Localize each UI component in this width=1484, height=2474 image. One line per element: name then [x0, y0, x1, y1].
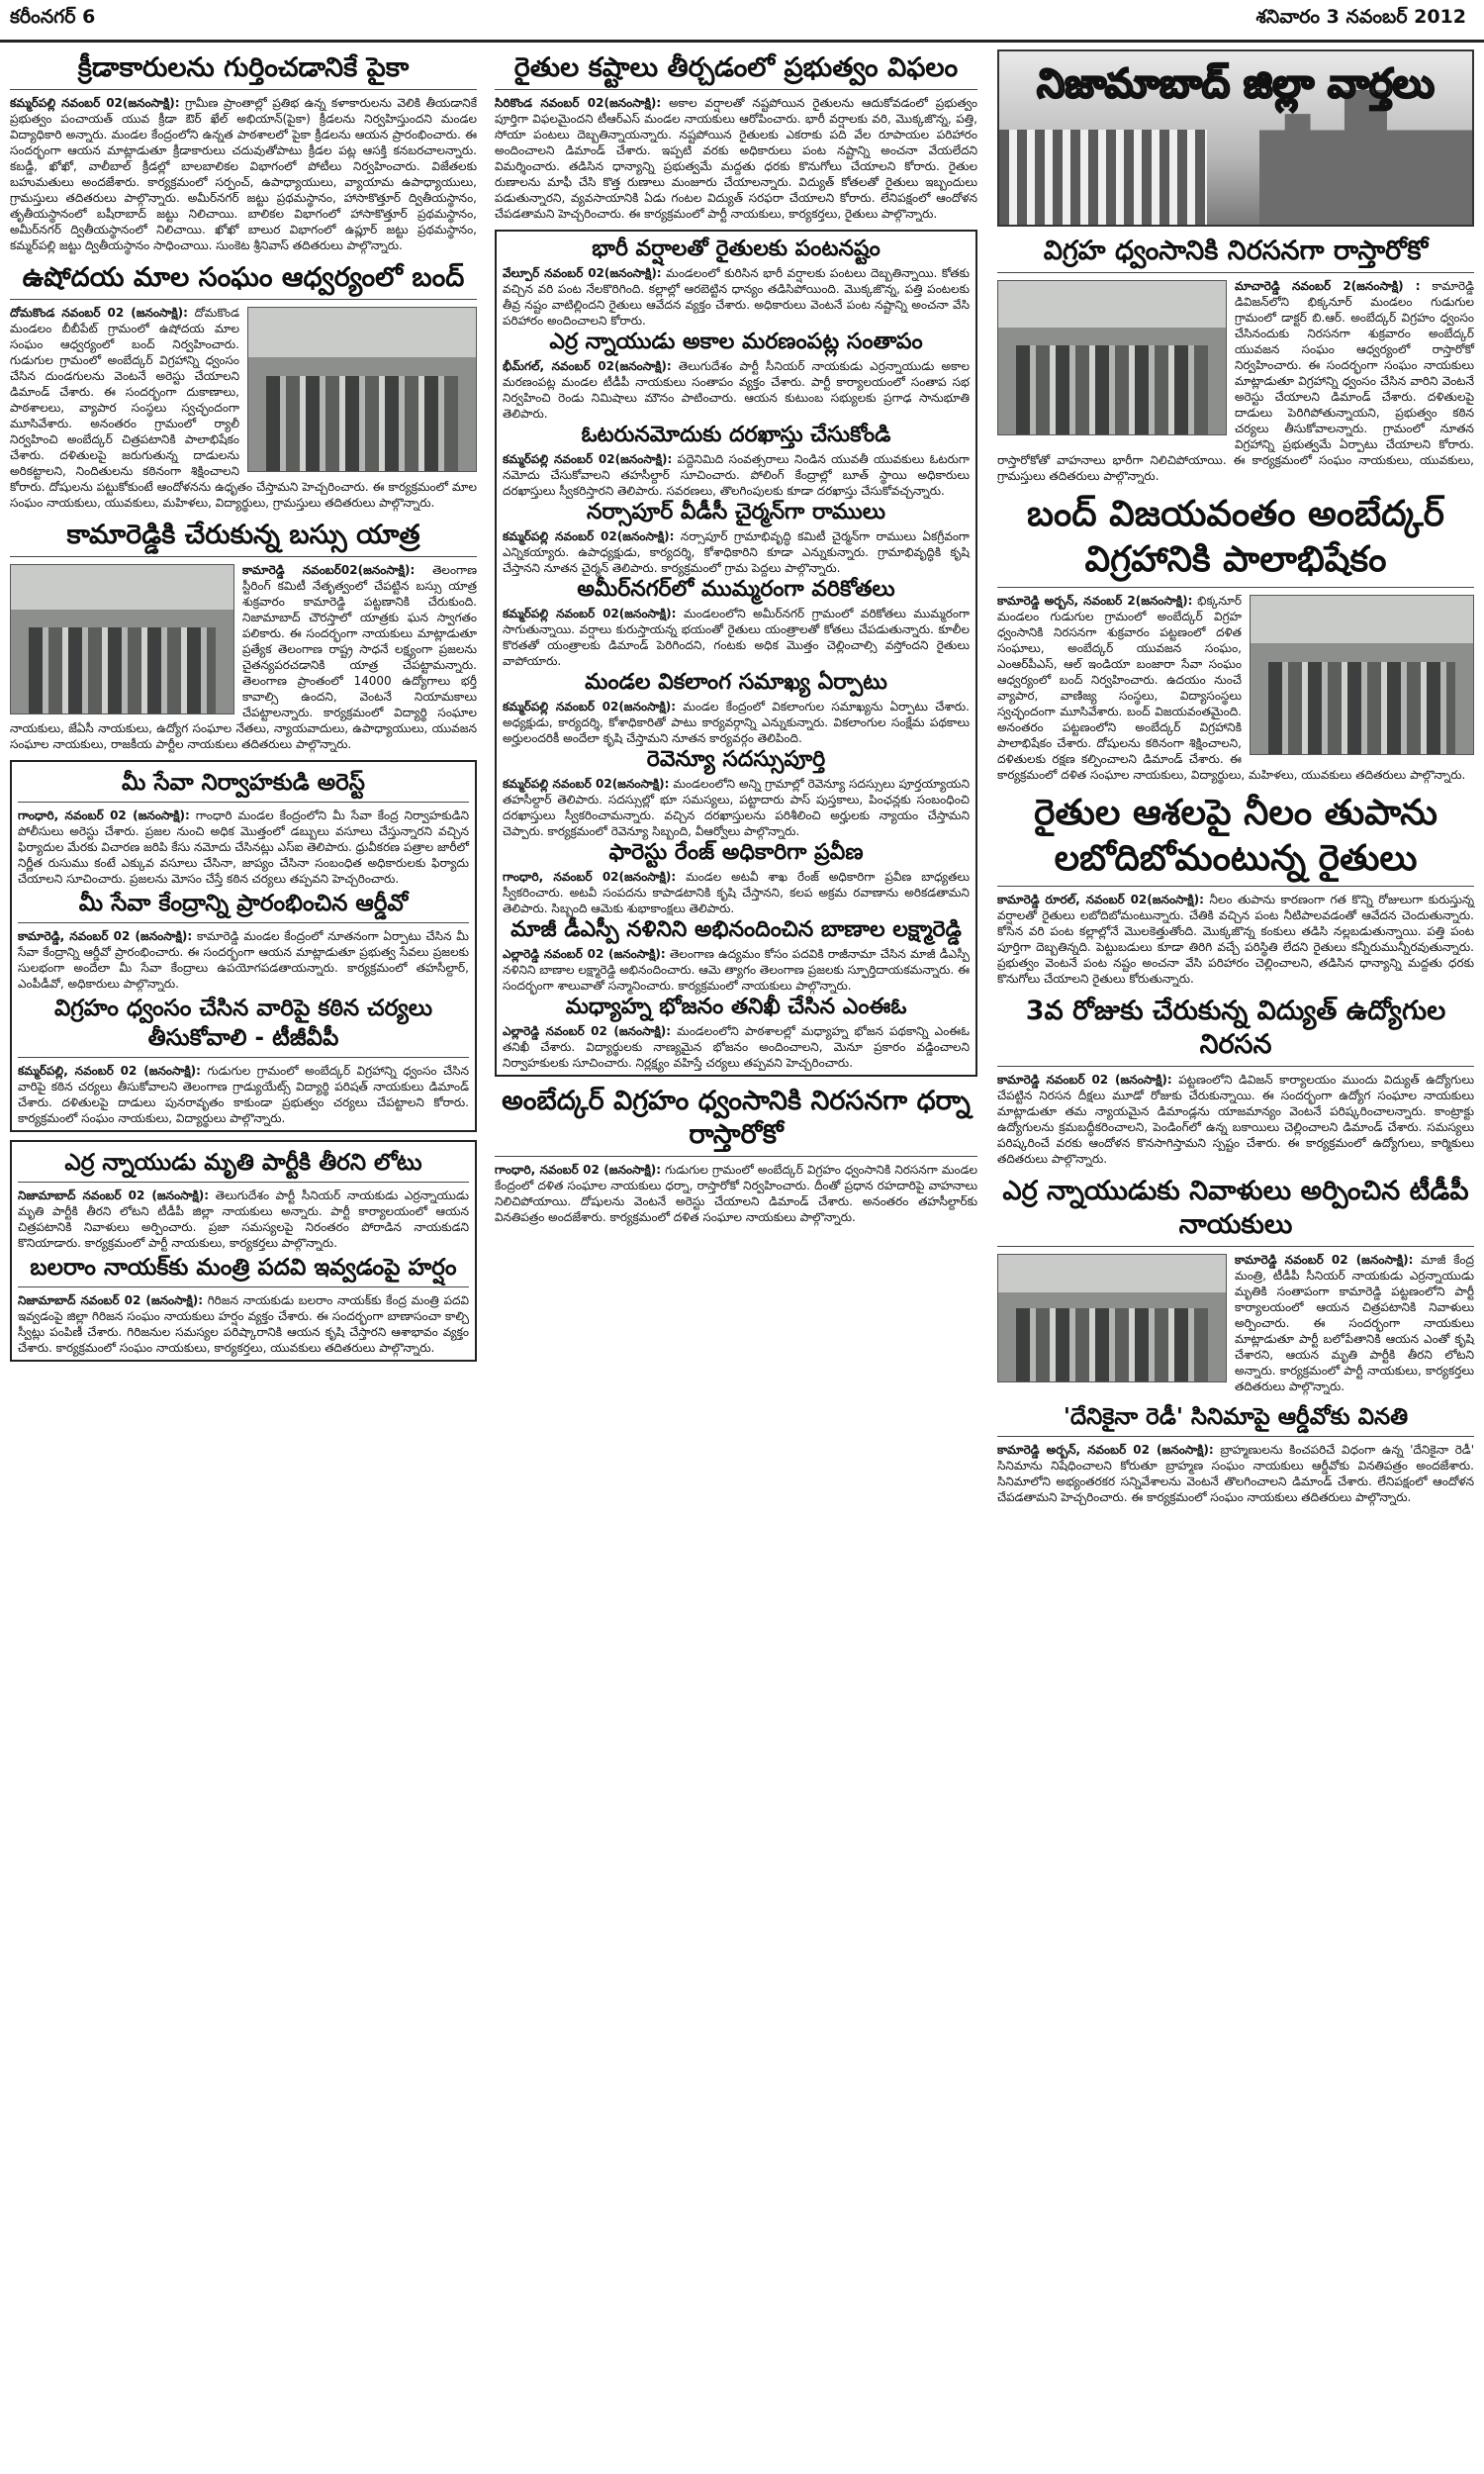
- headline: ఉషోదయ మాల సంఘం ఆధ్వర్యంలో బంద్: [10, 261, 477, 300]
- article: [997, 235, 1474, 484]
- dateline: గాంధారి, నవంబర్ 02 (జనంసాక్షి):: [495, 1163, 661, 1177]
- headline: ఓటరునమోదుకు దరఖాస్తు చేసుకోండి: [581, 423, 891, 447]
- article-body: [503, 1023, 970, 1071]
- dam-illustration: [999, 130, 1207, 225]
- article-body: [18, 1188, 469, 1251]
- dateline: కామారెడ్డి అర్బన్, నవంబర్ 2(జనంసాక్షి):: [997, 594, 1193, 608]
- headline: బలరాం నాయక్‌కు మంత్రి పదవి ఇవ్వడంపై హర్షం: [18, 1253, 469, 1287]
- article-body: [503, 265, 970, 329]
- column-left: [10, 49, 477, 1370]
- dateline: దోమకొండ నవంబర్ 02 (జనంసాక్షి):: [10, 306, 188, 320]
- article: [10, 261, 477, 511]
- news-photo: [247, 307, 477, 472]
- article-text: గిరిజన నాయకుడు బలరాం నాయక్‌కు కేంద్ర మంత్రి పదవి ఇవ్వడంపై జిల్లా గిరిజన సంఘం నాయకులు హర్షం వ్యక్తం చేశారు. ఈ సందర్భంగా బాణాసంచా కాల్చి స్వీట్లు పంపిణీ చేశారు. గిరిజనుల సమస్యల పరిష్కారానికి ఆయన కృషి చేస్తారని ఆశాభావం వ్యక్తం చేశారు. కార్యక్రమంలో సంఘం నాయకులు, కార్యకర్తలు, యువకులు తదితరులు పాల్గొన్నారు.: [18, 1293, 469, 1355]
- article-text: కామారెడ్డి మండల కేంద్రంలో నూతనంగా ఏర్పాటు చేసిన మీ సేవా కేంద్రాన్ని ఆర్డీవో ప్రారంభించారు. ఈ సందర్భంగా ఆయన మాట్లాడుతూ ప్రభుత్వ సేవలు ప్రజలకు సులభంగా అందేలా మీ సేవా కేంద్రాలు ఉపయోగపడతాయన్నారు. కార్యక్రమంలో తహసీల్దార్, ఎంపీడీవో, అధికారులు పాల్గొన్నారు.: [18, 929, 469, 991]
- dateline: వేల్పూర్ నవంబర్ 02(జనంసాక్షి):: [503, 266, 662, 280]
- article: [997, 492, 1474, 783]
- dateline: గాంధారి, నవంబర్ 02(జనంసాక్షి):: [503, 870, 677, 884]
- article-text: భిక్కనూర్ మండలం గుడుగుల గ్రామంలో అంబేద్కర్ విగ్రహ ధ్వంసానికి నిరసనగా శుక్రవారం పట్టణంలో దళిత సంఘాలు, అంబేద్కర్ యువజన సంఘం, ఎంఆర్‌పీఎస్, ఆల్ ఇండియా బంజారా సేవా సంఘం ఆధ్వర్యంలో బంద్ నిర్వహించారు. ఉదయం నుంచే వ్యాపార, వాణిజ్య సంస్థలు, విద్యాసంస్థలు స్వచ్ఛందంగా మూసివేశారు. బంద్ విజయవంతమైంది. అనంతరం పట్టణంలోని అంబేద్కర్ విగ్రహానికి పాలాభిషేకం చేశారు. దోషులను కఠినంగా శిక్షించాలని, దళితులకు రక్షణ కల్పించాలని డిమాండ్ చేశారు. ఈ కార్యక్రమంలో దళిత సంఘాల నాయకులు, విద్యార్థులు, మహిళలు, యువకులు తదితరులు పాల్గొన్నారు.: [997, 594, 1466, 782]
- column-right: [997, 49, 1474, 1513]
- article-text: నీలం తుపాను కారణంగా గత కొన్ని రోజులుగా కురుస్తున్న వర్షాలతో రైతులు లబోదిబోమంటున్నారు. చేతికి వచ్చిన పంట నీటిపాలవడంతో ఆవేదన చెందుతున్నారు. కోసిన వరి పంట కల్లాల్లోనే మొలకెత్తుతోంది. మొక్కజొన్న కంకులు తడిసి నల్లబడుతున్నాయి. పత్తి పంట పూర్తిగా దెబ్బతిన్నది. పెట్టుబడులు కూడా తిరిగి వచ్చే పరిస్థితి లేదని రైతులు కన్నీరుమున్నీరవుతున్నారు. ప్రభుత్వం వెంటనే పంట నష్టం అంచనా వేసి పరిహారం చెల్లించాలని, తడిసిన ధాన్యాన్ని మద్దతు ధరకు కొనుగోలు చేయాలని రైతులు కోరుతున్నారు.: [997, 893, 1474, 986]
- article-body: [503, 699, 970, 746]
- dateline: భీమ్‌గల్, నవంబర్ 02(జనంసాక్షి):: [503, 359, 672, 373]
- article-body: [997, 1072, 1474, 1167]
- dateline: సిరికొండ నవంబర్ 02(జనంసాక్షి):: [495, 96, 662, 110]
- dateline: కామారెడ్డి అర్బన్, నవంబర్ 02 (జనంసాక్షి):: [997, 1443, 1214, 1457]
- headline: భారీ వర్షాలతో రైతులకు పంటనష్టం: [592, 237, 881, 261]
- issue-date: శనివారం 3 నవంబర్ 2012: [1255, 6, 1466, 28]
- headline: ఎర్ర న్నాయుడు అకాల మరణంపట్ల సంతాపం: [549, 330, 923, 354]
- page-label: కరీంనగర్ 6: [10, 6, 96, 28]
- headline: ఫారెస్టు రేంజ్ అధికారిగా ప్రవీణ: [608, 840, 864, 865]
- article-text: పట్టణంలోని డివిజన్ కార్యాలయం ముందు విద్యుత్ ఉద్యోగులు చేపట్టిన నిరసన దీక్షలు మూడో రోజుకు చేరుకున్నాయి. ఈ సందర్భంగా ఉద్యోగ సంఘాల నాయకులు మాట్లాడుతూ తమ న్యాయమైన డిమాండ్లను యాజమాన్యం వెంటనే పరిష్కరించాలన్నారు. కాంట్రాక్టు ఉద్యోగులను క్రమబద్ధీకరించాలని, పెండింగ్‌లో ఉన్న బకాయిలు చెల్లించాలని డిమాండ్ చేశారు. సమస్యలు పరిష్కరించే వరకు ఆందోళన కొనసాగిస్తామని స్పష్టం చేశారు. ఈ కార్యక్రమంలో ఉద్యోగులు, కార్మికులు తదితరులు పాల్గొన్నారు.: [997, 1073, 1474, 1166]
- article-body: [997, 1442, 1474, 1505]
- article: [495, 1085, 977, 1225]
- article: [10, 519, 477, 752]
- page-header: [0, 0, 1484, 43]
- article-text: మండలంలోని పాఠశాలల్లో మధ్యాహ్న భోజన పథకాన్ని ఎంఈఓ తనిఖీ చేశారు. విద్యార్థులకు నాణ్యమైన భోజనం అందించాలని, మెనూ ప్రకారం వడ్డించాలని నిర్వాహకులకు సూచించారు. నిర్లక్ష్యం వహిస్తే చర్యలు తప్పవని హెచ్చరించారు.: [503, 1024, 970, 1070]
- dateline: కమ్మర్‌పల్లి నవంబర్ 02(జనంసాక్షి):: [10, 96, 180, 110]
- dateline: ఎల్లారెడ్డి నవంబర్ 02 (జనంసాక్షి):: [503, 1024, 672, 1038]
- headline: ఎర్ర న్నాయుడుకు నివాళులు అర్పించిన టీడీపీ నాయకులు: [997, 1175, 1474, 1247]
- dateline: కమ్మర్‌పల్లి నవంబర్ 02(జనంసాక్షి):: [503, 700, 676, 714]
- headline: మాజీ డీఎస్పీ నళినిని అభినందించిన బాణాల లక్ష్మారెడ్డి: [510, 917, 962, 942]
- article-body: [997, 892, 1474, 987]
- dateline: కామారెడ్డి నవంబర్02(జనంసాక్షి):: [242, 563, 416, 577]
- article-text: గుడుగుల గ్రామంలో అంబేద్కర్ విగ్రహాన్ని ధ్వంసం చేసిన వారిపై కఠిన చర్యలు తీసుకోవాలని తెలంగాణ గ్రాడ్యుయేట్స్ విద్యార్థి పరిషత్ నాయకులు డిమాండ్ చేశారు. దళితులపై దాడులు పునరావృతం కాకుండా ప్రభుత్వం చర్యలు చేపట్టాలని కోరారు. కార్యక్రమంలో సంఘం నాయకులు, విద్యార్థులు పాల్గొన్నారు.: [18, 1064, 469, 1125]
- dateline: కామారెడ్డి నవంబర్ 02 (జనంసాక్షి):: [997, 1073, 1172, 1087]
- dateline: కామారెడ్డి రూరల్, నవంబర్ 02(జనంసాక్షి):: [997, 893, 1204, 906]
- article-text: తెలుగుదేశం పార్టీ సీనియర్ నాయకుడు ఎర్రన్నాయుడు మృతి పార్టీకి తీరని లోటని టీడీపీ జిల్లా నాయకులు అన్నారు. పార్టీ కార్యాలయంలో ఆయన చిత్రపటానికి నివాళులు అర్పించారు. ప్రజా సమస్యలపై నిరంతరం పోరాడిన నాయకుడని కొనియాడారు. కార్యక్రమంలో పార్టీ నాయకులు, కార్యకర్తలు పాల్గొన్నారు.: [18, 1189, 469, 1250]
- article-boxed: [10, 1140, 477, 1362]
- headline: అమీర్‌నగర్‌లో ముమ్మరంగా వరికోతలు: [577, 577, 895, 602]
- dateline: కమ్మర్‌పల్లి నవంబర్ 02(జనంసాక్షి):: [503, 607, 677, 620]
- headline: నర్సాపూర్ వీడీసీ చైర్మన్‌గా రాములు: [586, 500, 885, 524]
- news-photo: [10, 564, 234, 714]
- article-text: నర్సాపూర్ గ్రామాభివృద్ధి కమిటీ చైర్మన్‌గా రాములు ఏకగ్రీవంగా ఎన్నికయ్యారు. ఉపాధ్యక్షుడు, కార్యదర్శి, కోశాధికారిని కూడా ఎన్నుకున్నారు. గ్రామాభివృద్ధికి కృషి చేస్తానని నూతన చైర్మన్ తెలిపారు. కార్యక్రమంలో గ్రామ పెద్దలు పాల్గొన్నారు.: [503, 529, 970, 575]
- article-body: [18, 928, 469, 992]
- dateline: మాచారెడ్డి నవంబర్ 2(జనంసాక్షి) :: [1235, 279, 1421, 293]
- article-body: [503, 946, 970, 994]
- article-body: [495, 95, 977, 222]
- article-body: [503, 528, 970, 576]
- article-body: [495, 1162, 977, 1225]
- article: [495, 51, 977, 222]
- headline: క్రీడాకారులను గుర్తించడానికే పైకా: [10, 51, 477, 90]
- dateline: కమ్మర్‌పల్లి నవంబర్ 02(జనంసాక్షి):: [503, 777, 670, 791]
- article: [997, 1175, 1474, 1394]
- article-body: [10, 95, 477, 253]
- article-text: మండల అటవీ శాఖ రేంజ్ అధికారిగా ప్రవీణ బాధ్యతలు స్వీకరించారు. అటవీ సంపదను కాపాడటానికి కృషి చేస్తానని, కలప అక్రమ రవాణాను అరికడతామని తెలిపారు. సిబ్బంది ఆమెకు శుభాకాంక్షలు తెలిపారు.: [503, 870, 970, 915]
- article: [997, 995, 1474, 1167]
- news-photo: [997, 280, 1227, 435]
- article-text: తెలుగుదేశం పార్టీ సీనియర్ నాయకుడు ఎర్రన్నాయుడు అకాల మరణంపట్ల మండల టీడీపీ నాయకులు సంతాపం వ్యక్తం చేశారు. పార్టీ కార్యాలయంలో సంతాప సభ నిర్వహించి రెండు నిమిషాలు మౌనం పాటించారు. ఆయన కుటుంబ సభ్యులకు ప్రగాఢ సానుభూతి తెలిపారు.: [503, 359, 971, 421]
- article-text: తెలంగాణ స్టీరింగ్ కమిటీ నేతృత్వంలో చేపట్టిన బస్సు యాత్ర శుక్రవారం కామారెడ్డి పట్టణానికి చేరుకుంది. నిజామాబాద్ చౌరస్తాలో యాత్రకు ఘన స్వాగతం పలికారు. ఈ సందర్భంగా నాయకులు మాట్లాడుతూ ప్రత్యేక తెలంగాణ రాష్ట్ర సాధనే లక్ష్యంగా ప్రజలను చైతన్యపరచడానికి యాత్ర చేపట్టామన్నారు. తెలంగాణ ప్రాంతంలో 14000 ఉద్యోగాలు భర్తీ కావాల్సి ఉందని, వెంటనే నియామకాలు చేపట్టాలన్నారు. కార్యక్రమంలో విద్యార్థి సంఘాల నాయకులు, జేఏసీ నాయకులు, ఉద్యోగ సంఘాల నేతలు, న్యాయవాదులు, ఉపాధ్యాయులు, యువజన సంఘాల నాయకులు, రాజకీయ పార్టీల నాయకులు తదితరులు పాల్గొన్నారు.: [10, 563, 477, 751]
- article-text: మండలంలోని అమీర్‌నగర్ గ్రామంలో వరికోతలు ముమ్మరంగా సాగుతున్నాయి. వర్షాలు కురుస్తాయన్న భయంతో రైతులు యంత్రాలతో కోతలు చేపడుతున్నారు. కూలీల కొరతతో యంత్రాలకు డిమాండ్ పెరిగిందని, గంటకు అధిక మొత్తం చెల్లించాల్సి వస్తోందని రైతులు వాపోయారు.: [503, 607, 970, 668]
- headline: విగ్రహ ధ్వంసానికి నిరసనగా రాస్తారోకో: [997, 235, 1474, 273]
- article-body: [18, 808, 469, 887]
- article-body: [503, 451, 970, 499]
- article-text: గుడుగుల గ్రామంలో అంబేద్కర్ విగ్రహం ధ్వంసానికి నిరసనగా మండల కేంద్రంలో దళిత సంఘాల నాయకులు ధర్నా, రాస్తారోకో నిర్వహించారు. దీంతో ప్రధాన రహదారిపై వాహనాలు నిలిచిపోయాయి. దోషులను వెంటనే అరెస్టు చేయాలని డిమాండ్ చేశారు. అనంతరం తహసీల్దార్‌కు వినతిపత్రం అందజేశారు. కార్యక్రమంలో దళిత సంఘాల నాయకులు పాల్గొన్నారు.: [495, 1163, 977, 1224]
- dateline: కమ్మర్‌పల్లి నవంబర్ 02(జనంసాక్షి):: [503, 529, 675, 543]
- article-text: మండలంలోని అన్ని గ్రామాల్లో రెవెన్యూ సదస్సులు పూర్తయ్యాయని తహసీల్దార్ తెలిపారు. సదస్సుల్లో భూ సమస్యలు, పట్టాదారు పాస్ పుస్తకాలు, పింఛన్లకు సంబంధించి దరఖాస్తులు స్వీకరించామన్నారు. వచ్చిన దరఖాస్తులను పరిశీలించి అర్హులకు న్యాయం చేస్తామని చెప్పారు. కార్యక్రమంలో రెవెన్యూ సిబ్బంది, వీఆర్వోలు పాల్గొన్నారు.: [503, 777, 970, 838]
- dateline: ఎల్లారెడ్డి నవంబర్ 02 (జనంసాక్షి):: [503, 947, 666, 961]
- dateline: కమ్మర్‌పల్లి, నవంబర్ 02 (జనంసాక్షి):: [18, 1064, 201, 1078]
- article-text: తెలంగాణ ఉద్యమం కోసం పదవికి రాజీనామా చేసిన మాజీ డీఎస్పీ నళినిని బాణాల లక్ష్మారెడ్డి అభినందించారు. ఆమె త్యాగం తెలంగాణ ప్రజలకు స్ఫూర్తిదాయకమన్నారు. ఈ సందర్భంగా శాలువాతో సన్మానించారు. కార్యక్రమంలో నాయకులు పాల్గొన్నారు.: [503, 947, 970, 993]
- article-text: మండల కేంద్రంలో వికలాంగుల సమాఖ్యను ఏర్పాటు చేశారు. అధ్యక్షుడు, కార్యదర్శి, కోశాధికారితో పాటు కార్యవర్గాన్ని ఎన్నుకున్నారు. వికలాంగుల సంక్షేమ పథకాలు అర్హులందరికీ అందేలా కృషి చేస్తామని నూతన కార్యవర్గం తెలిపింది.: [503, 700, 970, 745]
- headline: 3వ రోజుకు చేరుకున్న విద్యుత్ ఉద్యోగుల నిరసన: [997, 995, 1474, 1067]
- article-boxed: [10, 760, 477, 1132]
- headline: విగ్రహం ధ్వంసం చేసిన వారిపై కఠిన చర్యలు తీసుకోవాలి - టీజీవీపీ: [18, 994, 469, 1058]
- article-boxed: [495, 230, 977, 1077]
- district-news-banner: [997, 49, 1474, 227]
- column-middle: [495, 49, 977, 1233]
- headline: కామారెడ్డికి చేరుకున్న బస్సు యాత్ర: [10, 519, 477, 557]
- headline: రైతుల కష్టాలు తీర్చడంలో ప్రభుత్వం విఫలం: [495, 51, 977, 90]
- article-text: బ్రాహ్మణులను కించపరిచే విధంగా ఉన్న 'దేనికైనా రెడీ' సినిమాను నిషేధించాలని కోరుతూ బ్రాహ్మణ సంఘం నాయకులు ఆర్డీవోకు వినతిపత్రం అందజేశారు. సినిమాలోని అభ్యంతరకర సన్నివేశాలను వెంటనే తొలగించాలని డిమాండ్ చేశారు. లేనిపక్షంలో ఆందోళన చేపడతామని హెచ్చరించారు. ఈ కార్యక్రమంలో సంఘం నాయకులు తదితరులు పాల్గొన్నారు.: [997, 1443, 1474, 1504]
- headline: బంద్ విజయవంతం అంబేద్కర్ విగ్రహానికి పాలాభిషేకం: [997, 492, 1474, 588]
- article-text: గాంధారి మండల కేంద్రంలోని మీ సేవా కేంద్ర నిర్వాహకుడిని పోలీసులు అరెస్టు చేశారు. ప్రజల నుంచి అధిక మొత్తంలో డబ్బులు వసూలు చేస్తున్నారని వచ్చిన ఫిర్యాదుల మేరకు విచారణ జరిపి కేసు నమోదు చేసినట్లు ఎస్ఐ తెలిపారు. ధ్రువీకరణ పత్రాల జారీలో నిర్ణీత రుసుము కంటే ఎక్కువ వసూలు చేసినా, జాప్యం చేసినా సంబంధిత అధికారులకు ఫిర్యాదు చేయాలని సూచించారు. ప్రజలను మోసం చేస్తే కఠిన చర్యలు తప్పవని హెచ్చరించారు.: [18, 809, 469, 886]
- article-body: [503, 606, 970, 669]
- headline: మీ సేవా కేంద్రాన్ని ప్రారంభించిన ఆర్డీవో: [18, 889, 469, 923]
- dateline: కామారెడ్డి నవంబర్ 02 (జనంసాక్షి):: [1235, 1253, 1414, 1267]
- dateline: గాంధారి, నవంబర్ 02 (జనంసాక్షి):: [18, 809, 190, 822]
- article-body: [503, 776, 970, 839]
- article-text: అకాల వర్షాలతో నష్టపోయిన రైతులను ఆదుకోవడంలో ప్రభుత్వం పూర్తిగా విఫలమైందని టీఆర్ఎస్ మండల నాయకులు ఆరోపించారు. భారీ వర్షాలకు వరి, మొక్కజొన్న, పత్తి, సోయా పంటలు దెబ్బతిన్నాయన్నారు. నష్టపోయిన రైతులకు ఎకరాకు పది వేల రూపాయల పరిహారం అందించాలని డిమాండ్ చేశారు. ఇప్పటి వరకు అధికారులు పంట నష్టాన్ని అంచనా వేయలేదని విమర్శించారు. తడిసిన ధాన్యాన్ని ప్రభుత్వమే మద్దతు ధరకు కొనుగోలు చేయాలని కోరారు. రైతుల రుణాలను మాఫీ చేసి కొత్త రుణాలు మంజూరు చేయాలన్నారు. విద్యుత్ కోతలతో రైతులు ఇబ్బందులు పడుతున్నారని, వ్యవసాయానికి ఏడు గంటల విద్యుత్ సరఫరా చేయాలని కోరారు. లేనిపక్షంలో ఆందోళన చేపడతామని హెచ్చరించారు. ఈ కార్యక్రమంలో పార్టీ నాయకులు, కార్యకర్తలు, రైతులు పాల్గొన్నారు.: [495, 96, 977, 221]
- headline: అంబేద్కర్ విగ్రహం ధ్వంసానికి నిరసనగా ధర్నా రాస్తారోకో: [495, 1085, 977, 1157]
- article: [10, 51, 477, 253]
- dateline: కమ్మర్‌పల్లి నవంబర్ 02(జనంసాక్షి):: [503, 452, 673, 466]
- article-text: గ్రామీణ ప్రాంతాల్లో ప్రతిభ ఉన్న కళాకారులను వెలికి తీయడానికే ప్రభుత్వం పంచాయత్ యువ క్రీడా ఔర్ ఖేల్ అభియాన్(పైకా) క్రీడలను నిర్వహిస్తుందని మండల విద్యాధికారి అన్నారు. మండల కేంద్రంలోని ఉన్నత పాఠశాలలో పైకా క్రీడలను ఆయన ప్రారంభించారు. ఈ సందర్భంగా ఆయన మాట్లాడుతూ క్రీడాకారులు చదువుతోపాటు క్రీడల పట్ల ఆసక్తి కనబరచాలన్నారు. కబడ్డీ, ఖోఖో, వాలీబాల్ క్రీడల్లో బాలబాలికల విభాగంలో పోటీలు నిర్వహించారు. విజేతలకు బహుమతులు అందజేశారు. కార్యక్రమంలో సర్పంచ్, ఉపాధ్యాయులు, వ్యాయామ ఉపాధ్యాయులు, గ్రామస్తులు తదితరులు పాల్గొన్నారు. అమీర్‌నగర్ జట్టు ప్రథమస్థానం, హాసాకొత్తూర్ ద్వితీయస్థానం, తృతీయస్థానంలో బషీరాబాద్ జట్టు నిలిచాయి. బాలికల విభాగంలో హాసాకొత్తూర్ ప్రథమస్థానం, అమీర్‌నగర్ ద్వితీయస్థానంలో నిలిచాయి. ఖోఖో బాలుర విభాగంలో ఉప్లూర్ జట్టు ప్రథమస్థానం, కమ్మర్‌పల్లి జట్టు ద్వితీయస్థానం సాధించాయి. సుంకెట శ్రీనివాస్ తదితరులు పాల్గొన్నారు.: [10, 96, 477, 252]
- article: [997, 791, 1474, 987]
- headline: మధ్యాహ్న భోజనం తనిఖీ చేసిన ఎంఈఓ: [565, 995, 907, 1019]
- article-text: దోమకొండ మండలం బీబీపేట్ గ్రామంలో ఉషోదయ మాల సంఘం ఆధ్వర్యంలో బంద్ నిర్వహించారు. గుడుగుల గ్రామంలో అంబేద్కర్ విగ్రహాన్ని ధ్వంసం చేసిన దుండగులను వెంటనే అరెస్టు చేయాలని డిమాండ్ చేశారు. ఈ సందర్భంగా దుకాణాలు, పాఠశాలలు, వ్యాపార సంస్థలు స్వచ్ఛందంగా మూసివేశారు. అనంతరం గ్రామంలో ర్యాలీ నిర్వహించి అంబేద్కర్ చిత్రపటానికి పాలాభిషేకం చేశారు. దళితులపై జరుగుతున్న దాడులను అరికట్టాలని, నిందితులను కఠినంగా శిక్షించాలని కోరారు. దోషులను పట్టుకోకుంటే ఆందోళనను ఉధృతం చేస్తామని హెచ్చరించారు. ఈ కార్యక్రమంలో మాల సంఘం నాయకులు, యువకులు, మహిళలు, విద్యార్థులు, గ్రామస్తులు తదితరులు పాల్గొన్నారు.: [10, 306, 477, 510]
- headline: మండల వికలాంగ సమాఖ్య ఏర్పాటు: [585, 670, 887, 695]
- dateline: నిజామాబాద్ నవంబర్ 02 (జనంసాక్షి):: [18, 1293, 204, 1307]
- article-body: [18, 1063, 469, 1126]
- article-body: [503, 869, 970, 916]
- article-body: [18, 1292, 469, 1356]
- banner-title: నిజామాబాద్ జిల్లా వార్తలు: [1037, 61, 1435, 107]
- news-photo: [1250, 595, 1474, 755]
- headline: ఎర్ర న్నాయుడు మృతి పార్టీకి తీరని లోటు: [18, 1148, 469, 1183]
- article-text: కామారెడ్డి డివిజన్‌లోని భిక్కనూర్ మండలం గుడుగుల గ్రామంలో డాక్టర్ బి.ఆర్. అంబేద్కర్ విగ్రహం ధ్వంసం చేసినందుకు నిరసనగా శుక్రవారం అంబేద్కర్ యువజన సంఘం ఆధ్వర్యంలో రాస్తారోకో నిర్వహించారు. ఈ సందర్భంగా సంఘం నాయకులు మాట్లాడుతూ విగ్రహాన్ని ధ్వంసం చేసిన వారిని వెంటనే అరెస్టు చేయాలని డిమాండ్ చేశారు. దళితులపై దాడులు పెరిగిపోతున్నాయని, ప్రభుత్వం కఠిన చర్యలు తీసుకోవాలన్నారు. గ్రామంలో నూతన విగ్రహాన్ని ప్రభుత్వమే ఏర్పాటు చేయాలని కోరారు. రాస్తారోకోతో వాహనాలు భారీగా నిలిచిపోయాయి. ఈ కార్యక్రమంలో సంఘం నాయకులు, యువకులు, గ్రామస్తులు తదితరులు పాల్గొన్నారు.: [997, 279, 1474, 483]
- headline: రెవెన్యూ సదస్సుపూర్తి: [646, 747, 826, 772]
- news-photo: [997, 1254, 1227, 1382]
- dateline: నిజామాబాద్ నవంబర్ 02 (జనంసాక్షి):: [18, 1189, 210, 1202]
- headline: 'దేనికైనా రెడీ' సినిమాపై ఆర్డీవోకు వినతి: [997, 1402, 1474, 1437]
- article-text: మాజీ కేంద్ర మంత్రి, టీడీపీ సీనియర్ నాయకుడు ఎర్రన్నాయుడు మృతికి సంతాపంగా కామారెడ్డి పట్టణంలోని పార్టీ కార్యాలయంలో ఆయన చిత్రపటానికి నివాళులు అర్పించారు. ఈ సందర్భంగా నాయకులు మాట్లాడుతూ పార్టీ బలోపేతానికి ఆయన ఎంతో కృషి చేశారని, ఆయన మృతి పార్టీకి తీరని లోటని అన్నారు. కార్యక్రమంలో పార్టీ నాయకులు, కార్యకర్తలు తదితరులు పాల్గొన్నారు.: [1235, 1253, 1474, 1393]
- article-text: పద్దెనిమిది సంవత్సరాలు నిండిన యువతీ యువకులు ఓటరుగా నమోదు చేసుకోవాలని తహసీల్దార్ సూచించారు. పోలింగ్ కేంద్రాల్లో బూత్ స్థాయి అధికారులు దరఖాస్తులు స్వీకరిస్తారని తెలిపారు. సవరణలు, తొలగింపులకు కూడా దరఖాస్తు చేసుకోవచ్చన్నారు.: [503, 452, 970, 498]
- article-body: [503, 358, 970, 422]
- dateline: కామారెడ్డి, నవంబర్ 02 (జనంసాక్షి):: [18, 929, 193, 943]
- headline: మీ సేవా నిర్వాహకుడి అరెస్ట్: [18, 768, 469, 803]
- headline: రైతుల ఆశలపై నీలం తుపాను లబోదిబోమంటున్న రైతులు: [997, 791, 1474, 887]
- article-text: మండలంలో కురిసిన భారీ వర్షాలకు పంటలు దెబ్బతిన్నాయి. కోతకు వచ్చిన వరి పంట నేలకొరిగింది. కల్లాల్లో ఆరబెట్టిన ధాన్యం తడిసిపోయింది. మొక్కజొన్న, పత్తి పంటలకు తీవ్ర నష్టం వాటిల్లిందని రైతులు ఆవేదన వ్యక్తం చేశారు. అధికారులు వెంటనే పంట నష్టాన్ని అంచనా వేసి పరిహారం అందించాలని కోరారు.: [503, 266, 970, 328]
- article: [997, 1402, 1474, 1505]
